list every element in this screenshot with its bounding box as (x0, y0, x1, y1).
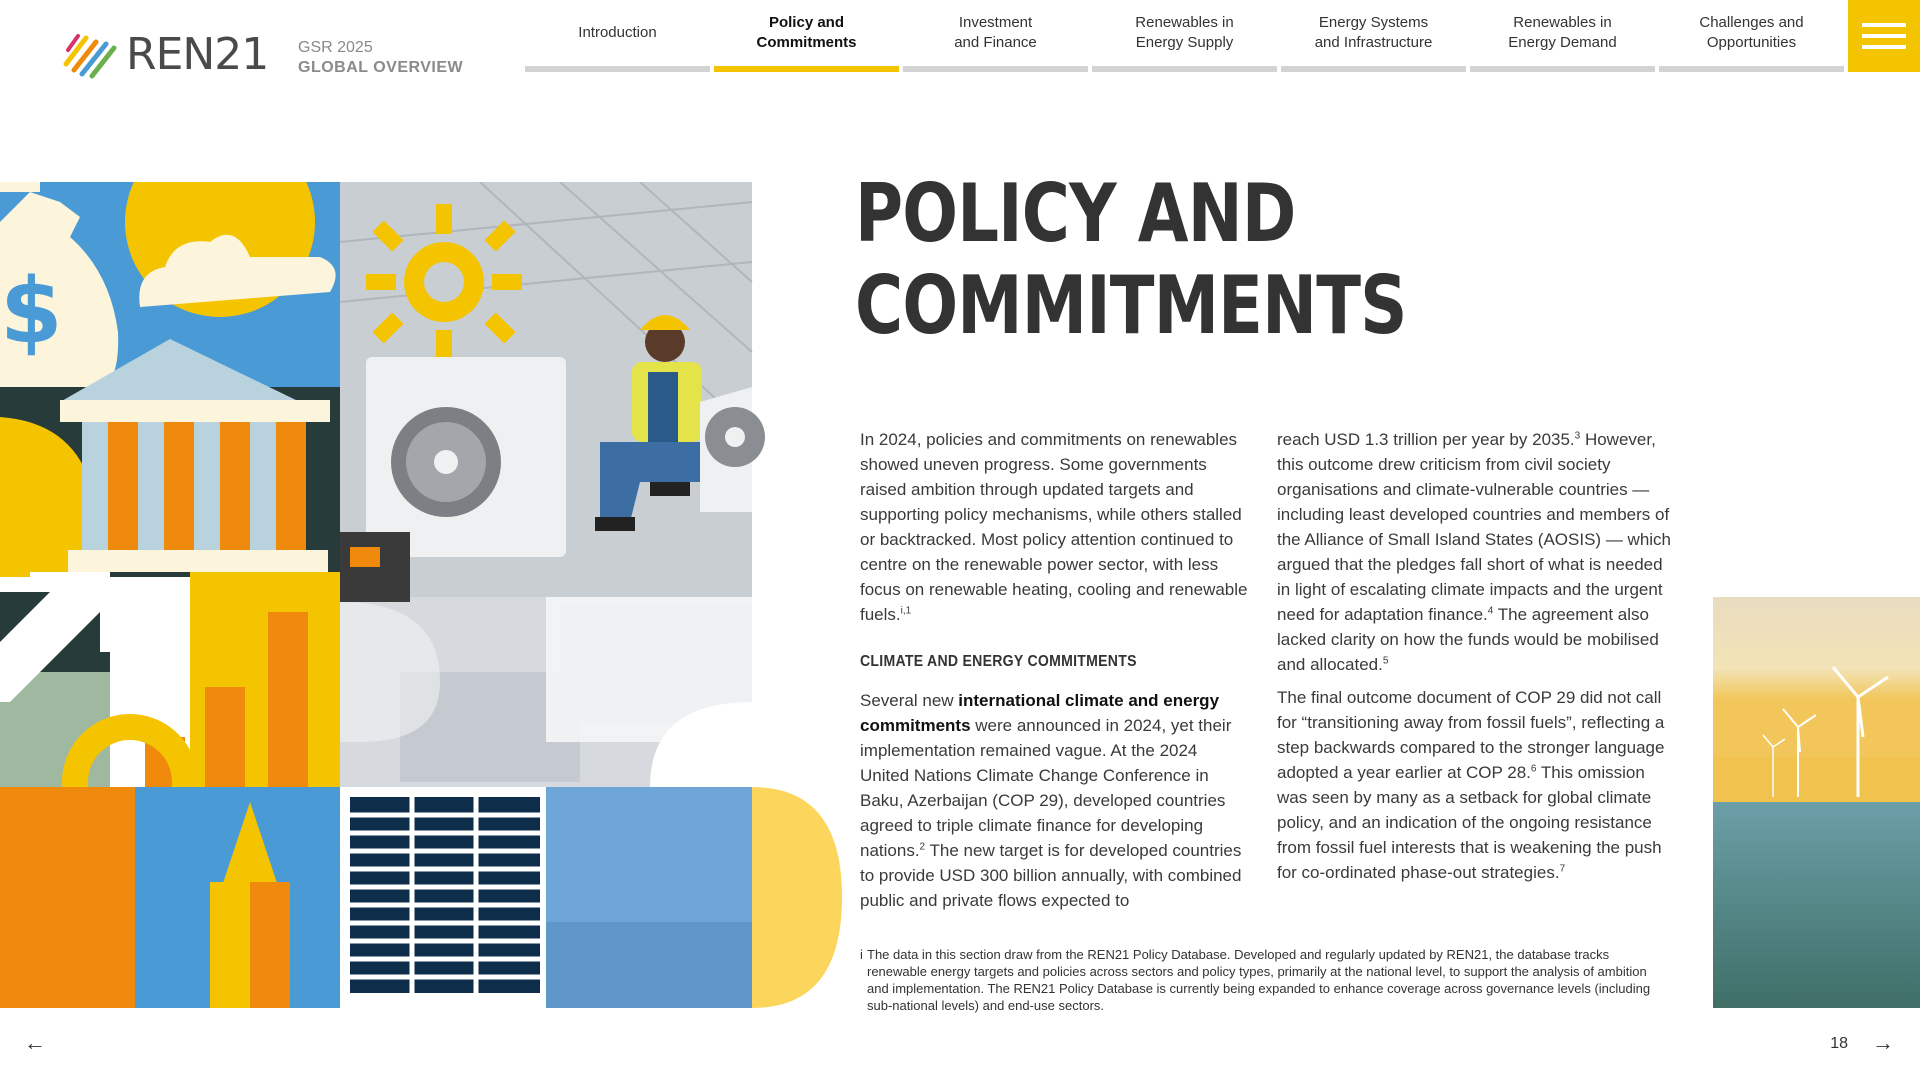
wind-turbine-photo (1713, 597, 1920, 1008)
title-line2: COMMITMENTS (855, 259, 1407, 352)
finance-paragraph: reach USD 1.3 trillion per year by 2035.$^3$ However, this outcome drew criticism from civil society organisations and climate-vulnerable countries — including least developed countries and members of the Alliance of Small Island States (AOSIS) — which argued that the pledges fall short of what is needed in light of escalating climate impacts and the urgent need for adaptation finance.$^4$ The agreement also lacked clarity on how the funds would be mobilised and allocated.$^5$ (1277, 430, 1672, 674)
tab-energy-systems-and-infrastructure[interactable] (1281, 0, 1466, 72)
tab-label: Introduction (578, 24, 657, 41)
body-column-1 (860, 427, 1250, 921)
title-line1: POLICY AND (855, 167, 1296, 260)
logo-stripes-icon (62, 30, 118, 80)
tab-investment-and-finance[interactable] (903, 0, 1088, 72)
report-line2: GLOBAL OVERVIEW (298, 59, 464, 76)
previous-page-arrow-icon[interactable]: ← (24, 1030, 46, 1055)
tab-label: Renewables in Energy Demand (1508, 14, 1617, 51)
brand-name: REN21 (126, 29, 269, 80)
tab-renewables-in-energy-demand[interactable] (1470, 0, 1655, 72)
menu-bar-icon (1862, 34, 1906, 38)
tab-challenges-and-opportunities[interactable] (1659, 0, 1844, 72)
tab-label: Policy and Commitments (756, 14, 857, 51)
page-title (855, 168, 1407, 352)
body-column-2 (1277, 427, 1677, 893)
page-number: 18 (1830, 1035, 1848, 1052)
chapter-illustration (0, 182, 850, 1008)
tab-label: Challenges and Opportunities (1699, 14, 1804, 51)
intro-paragraph: In 2024, policies and commitments on renewables showed uneven progress. Some governments raised ambition through updated targets and supporting policy mechanisms, while others stalled or backtracked. Most policy attention continued to centre on the renewable power sector, with less focus on renewable heating, cooling and renewable fuels.$^{i,1}$ (860, 430, 1248, 624)
sun-icon (366, 204, 522, 360)
tab-label: Energy Systems and Infrastructure (1314, 14, 1433, 51)
footnote-marker: i (860, 947, 863, 962)
svg-text:$: $ (0, 259, 63, 364)
footnote-ref[interactable]: 5 (1382, 655, 1389, 667)
report-label (298, 38, 463, 78)
section-subheading: CLIMATE AND ENERGY COMMITMENTS (860, 653, 1137, 670)
footnote-ref[interactable]: 6 (1530, 763, 1537, 775)
report-line1: GSR 2025 (298, 39, 373, 56)
footnote (860, 946, 1660, 1014)
chapter-nav (525, 0, 1849, 72)
tab-introduction[interactable] (525, 0, 710, 72)
tab-renewables-in-energy-supply[interactable] (1092, 0, 1277, 72)
tab-label: Investment and Finance (954, 14, 1037, 51)
solar-panel-icon (350, 797, 540, 993)
footnote-text: The data in this section draw from the REN21 Policy Database. Developed and regularly updated by REN21, the database tracks renewable energy targets and policies across sectors and policy types, primarily at the national level, to support the analysis of ambition and implementation. The REN21 Policy Database is currently being expanded to enhance coverage across governance levels (including sub-national levels) and end-use sectors. (867, 947, 1651, 1013)
commitments-paragraph: Several new international climate and energy commitments were announced in 2024, yet their implementation remained vague. At the 2024 United Nations Climate Change Conference in Baku, Azerbaijan (COP 29), developed countries agreed to triple climate finance for developing nations.$^2$ The new target is for developed countries to provide USD 300 billion annually, with combined public and private flows expected to (860, 691, 1242, 910)
footnote-ref[interactable]: 3 (1574, 430, 1581, 442)
footnote-ref[interactable]: i,1 (900, 605, 912, 617)
hamburger-menu-button[interactable] (1848, 0, 1920, 72)
menu-bar-icon (1862, 23, 1906, 27)
heat-pump-unit-2 (700, 387, 765, 512)
menu-bar-icon (1862, 45, 1906, 49)
footnote-ref[interactable]: 7 (1559, 863, 1566, 875)
tab-label: Renewables in Energy Supply (1135, 14, 1234, 51)
tab-policy-and-commitments[interactable] (714, 0, 899, 72)
footnote-ref[interactable]: 4 (1487, 605, 1494, 617)
footnote-ref[interactable]: 2 (919, 841, 926, 853)
key-term: international climate and energy commitments (860, 691, 1220, 735)
next-page-arrow-icon[interactable]: → (1872, 1030, 1894, 1055)
cop29-paragraph: The final outcome document of COP 29 did not call for “transitioning away from fossil fuels”, reflecting a step backwards compared to the stronger language adopted a year earlier at COP 28.$^6$ This omission was seen by many as a setback for global climate policy, and an indication of the ongoing resistance from fossil fuel interests that is weakening the push for co-ordinated phase-out strategies.$^7$ (1277, 688, 1665, 882)
